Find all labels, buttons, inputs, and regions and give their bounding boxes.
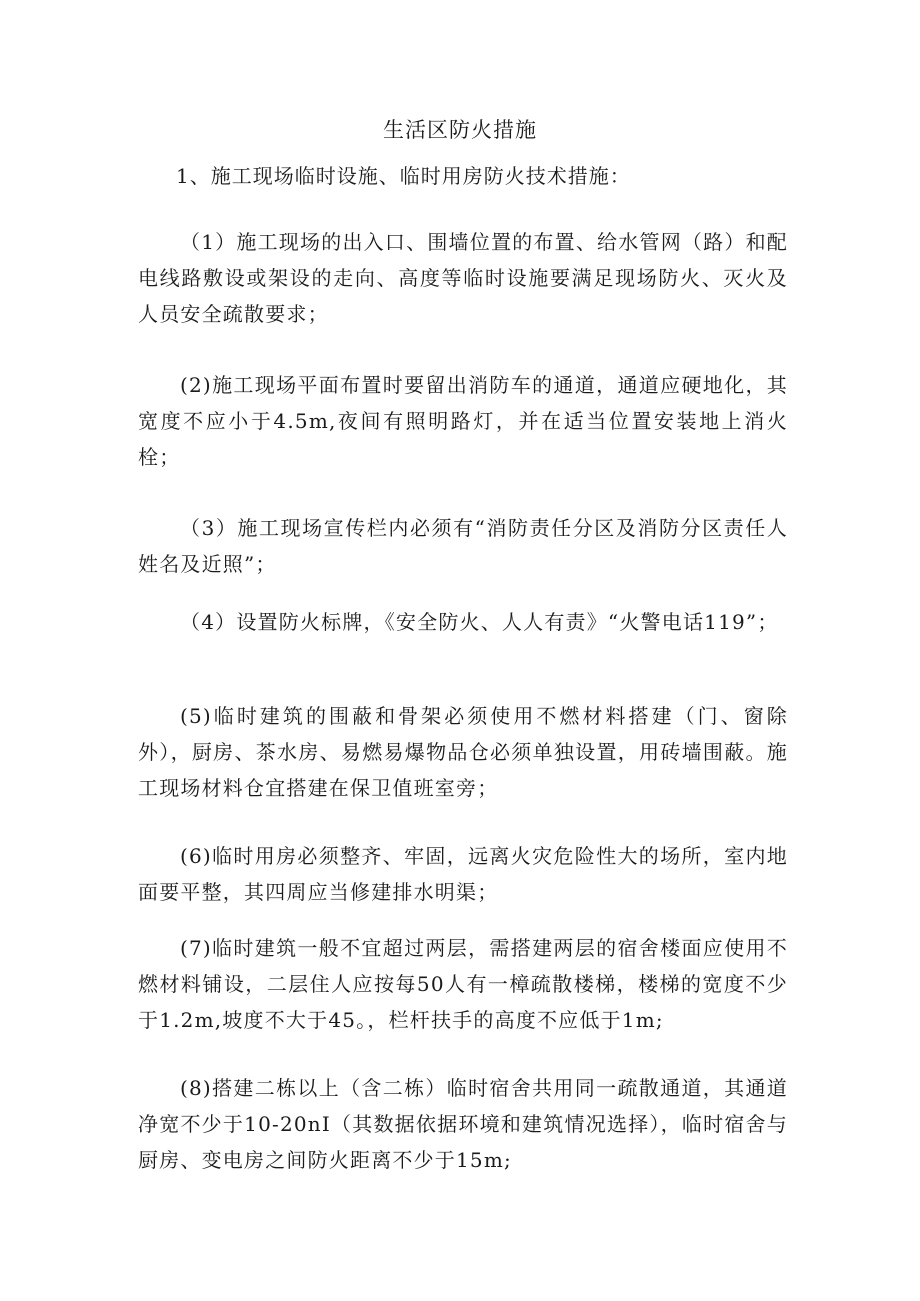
paragraph-4: （4）设置防火标牌，《安全防火、人人有责》“火警电话119”； [180,610,779,634]
paragraph-8: (8)搭建二栋以上（含二栋）临时宿舍共用同一疏散通道，其通道净宽不少于10-20nI（其数据依据环境和建筑情况选择），临时宿舍与厨房、变电房之间防火距离不少于15m; [138,1076,788,1172]
paragraph-1: （1）施工现场的出入口、围墙位置的布置、给水管网（路）和配电线路敷设或架设的走向、高度等临时设施要满足现场防火、灭火及人员安全疏散要求； [138,230,788,326]
paragraph-5: (5)临时建筑的围蔽和骨架必须使用不燃材料搭建（门、窗除外），厨房、茶水房、易燃易爆物品仓必须单独设置，用砖墙围蔽。施工现场材料仓宜搭建在保卫值班室旁； [138,704,788,800]
paragraph-6: (6)临时用房必须整齐、牢固，远离火灾危险性大的场所，室内地面要平整，其四周应当修建排水明渠； [138,844,788,904]
document-title: 生活区防火措施 [383,118,537,142]
paragraph-7: (7)临时建筑一般不宜超过两层，需搭建两层的宿舍楼面应使用不燃材料铺设，二层住人应按每50人有一樟疏散楼梯，楼梯的宽度不少于1.2m,坡度不大于45。，栏杆扶手的高度不应低于1m; [138,936,788,1032]
section-heading: 1、施工现场临时设施、临时用房防火技术措施： [176,164,631,188]
paragraph-3: （3）施工现场宣传栏内必须有“消防责任分区及消防分区责任人姓名及近照”； [138,516,788,576]
paragraph-2: (2)施工现场平面布置时要留出消防车的通道，通道应硬地化，其宽度不应小于4.5m,夜间有照明路灯，并在适当位置安装地上消火栓； [138,373,788,469]
